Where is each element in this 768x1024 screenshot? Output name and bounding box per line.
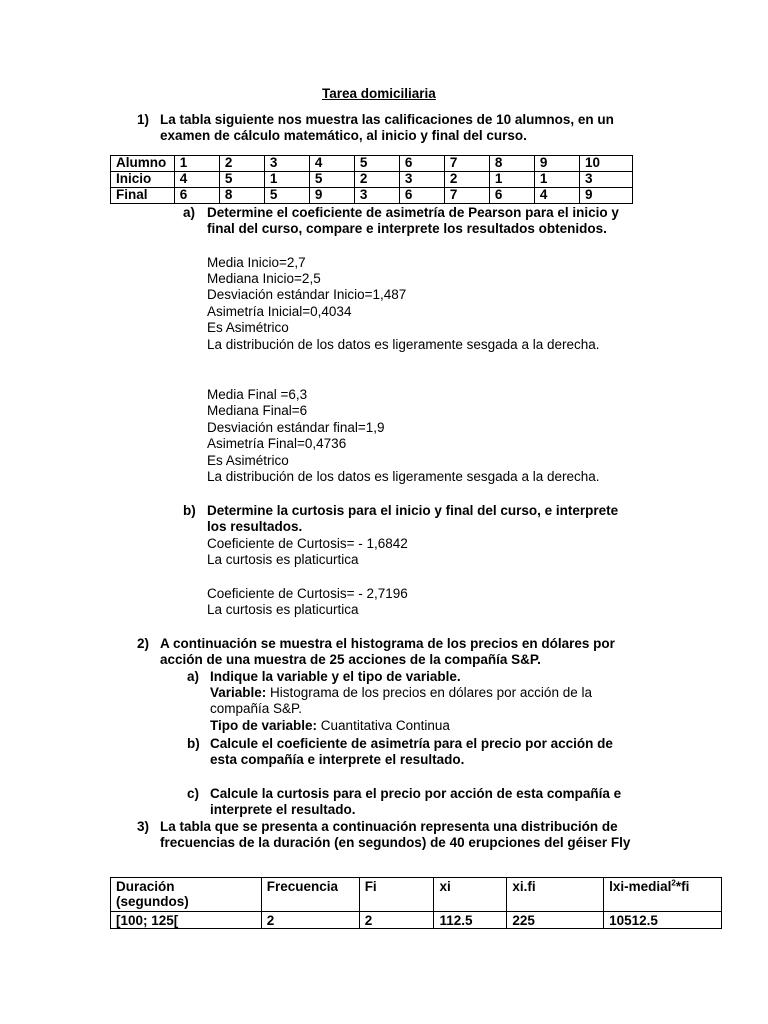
q2-text-line1: A continuación se muestra el histograma de los precios en dólares por [160,636,615,651]
table-cell: 1 [489,172,534,188]
table-cell: 2 [354,172,399,188]
variable-label: Variable: [210,685,267,700]
asimetria-final: Asimetría Final=0,4736 [207,436,347,451]
q1-text-line1: La tabla siguiente nos muestra las calificaciones de 10 alumnos, en un [160,112,614,127]
curtosis-final: Coeficiente de Curtosis= - 2,7196 [207,586,408,601]
table-cell: 9 [309,188,354,204]
table-cell: 3 [264,156,309,172]
header-xi: xi [434,878,507,912]
grades-row-final [111,188,633,204]
curtosis-inicio: Coeficiente de Curtosis= - 1,6842 [207,536,408,551]
q2b-text-line1: Calcule el coeficiente de asimetría para el precio por acción de [210,736,613,751]
header-desviacion-a: lxi-medial [609,879,672,894]
q2b-label: b) [187,736,200,751]
table-cell: 7 [444,156,489,172]
table-cell: 1 [264,172,309,188]
table-cell: [100; 125[ [111,912,262,929]
table-cell: 8 [489,156,534,172]
grades-row-inicio [111,172,633,188]
table-cell: 2 [219,156,264,172]
table-cell: 112.5 [434,912,507,929]
q2c-label: c) [187,786,200,801]
q2c-text-line1: Calcule la curtosis para el precio por acción de esta compañía e [210,786,622,801]
q2a-text: Indique la variable y el tipo de variable. [210,669,461,684]
table-cell: 6 [399,156,444,172]
table-cell: 4 [534,188,579,204]
mediana-final: Mediana Final=6 [207,403,308,418]
table-cell: Final [111,188,175,204]
es-asimetrico-inicio: Es Asimétrico [207,320,289,335]
header-desviacion [604,878,722,912]
table-cell: 6 [489,188,534,204]
table-cell: 8 [219,188,264,204]
frequency-table [110,877,722,929]
table-cell: 2 [359,912,434,929]
es-asimetrico-final: Es Asimétrico [207,453,289,468]
q2c-text-line2: interprete el resultado. [210,802,356,817]
table-cell: 2 [444,172,489,188]
header-fi: Fi [359,878,434,912]
curtosis-final-tipo: La curtosis es platicurtica [207,602,359,617]
frequency-header-row [111,878,722,912]
header-frecuencia: Frecuencia [261,878,359,912]
q3-text-line2: frecuencias de la duración (en segundos) de 40 erupciones del géiser Fly [160,835,631,850]
table-cell: 1 [534,172,579,188]
grades-table [110,155,633,204]
asimetria-inicial: Asimetría Inicial=0,4034 [207,304,352,319]
q1-number: 1) [137,112,150,127]
table-cell: 2 [261,912,359,929]
grades-row-alumno [111,156,633,172]
q2a-label: a) [187,669,200,684]
tipo-label: Tipo de variable: [210,718,318,733]
q1a-text-line2: final del curso, compare e interprete los resultados obtenidos. [207,221,607,236]
q1-text-line2: examen de cálculo matemático, al inicio y final del curso. [160,128,527,143]
table-cell: Alumno [111,156,175,172]
table-cell: 10 [579,156,632,172]
interpretacion-final: La distribución de los datos es ligeramente sesgada a la derecha. [207,469,600,484]
table-cell: Inicio [111,172,175,188]
table-cell: 3 [579,172,632,188]
table-cell: 5 [219,172,264,188]
table-cell: 5 [309,172,354,188]
q2-number: 2) [137,636,150,651]
q2b-text-line2: esta compañía e interprete el resultado. [210,752,465,767]
q2a-variable-line1 [210,685,592,701]
header-duracion-line1: Duración [116,879,175,894]
media-inicio: Media Inicio=2,7 [207,255,306,270]
q1b-text-line2: los resultados. [207,519,303,534]
table-cell: 3 [399,172,444,188]
table-cell: 1 [174,156,219,172]
table-cell: 7 [444,188,489,204]
header-desviacion-sup: 2 [671,878,676,888]
q1a-label: a) [183,205,196,220]
variable-value: Histograma de los precios en dólares por acción de la [270,685,592,700]
q2a-tipo [210,718,450,734]
q1b-text-line1: Determine la curtosis para el inicio y final del curso, e interprete [207,503,619,518]
table-cell: 5 [354,156,399,172]
q3-text-line1: La tabla que se presenta a continuación representa una distribución de [160,819,618,834]
header-duracion-line2: (segundos) [116,894,189,909]
header-duracion [111,878,262,912]
q1a-text-line1: Determine el coeficiente de asimetría de Pearson para el inicio y [207,205,619,220]
q3-number: 3) [137,819,150,834]
curtosis-inicio-tipo: La curtosis es platicurtica [207,552,359,567]
desviacion-final: Desviación estándar final=1,9 [207,420,385,435]
header-desviacion-b: *fi [675,879,690,894]
q2a-variable-line2: compañía S&P. [210,701,303,716]
desviacion-inicio: Desviación estándar Inicio=1,487 [207,287,407,302]
q1b-label: b) [183,503,196,518]
table-cell: 10512.5 [604,912,722,929]
media-final: Media Final =6,3 [207,387,308,402]
q2-text-line2: acción de una muestra de 25 acciones de la compañía S&P. [160,652,541,667]
mediana-inicio: Mediana Inicio=2,5 [207,271,321,286]
interpretacion-inicio: La distribución de los datos es ligeramente sesgada a la derecha. [207,337,600,352]
header-xifi: xi.fi [507,878,604,912]
table-cell: 5 [264,188,309,204]
table-cell: 4 [309,156,354,172]
table-cell: 6 [399,188,444,204]
table-cell: 9 [534,156,579,172]
table-cell: 6 [174,188,219,204]
table-cell: 3 [354,188,399,204]
table-cell: 9 [579,188,632,204]
page-title: Tarea domiciliaria [322,86,436,101]
table-cell: 4 [174,172,219,188]
table-row [111,912,722,929]
table-cell: 225 [507,912,604,929]
tipo-value: Cuantitativa Continua [320,718,450,733]
